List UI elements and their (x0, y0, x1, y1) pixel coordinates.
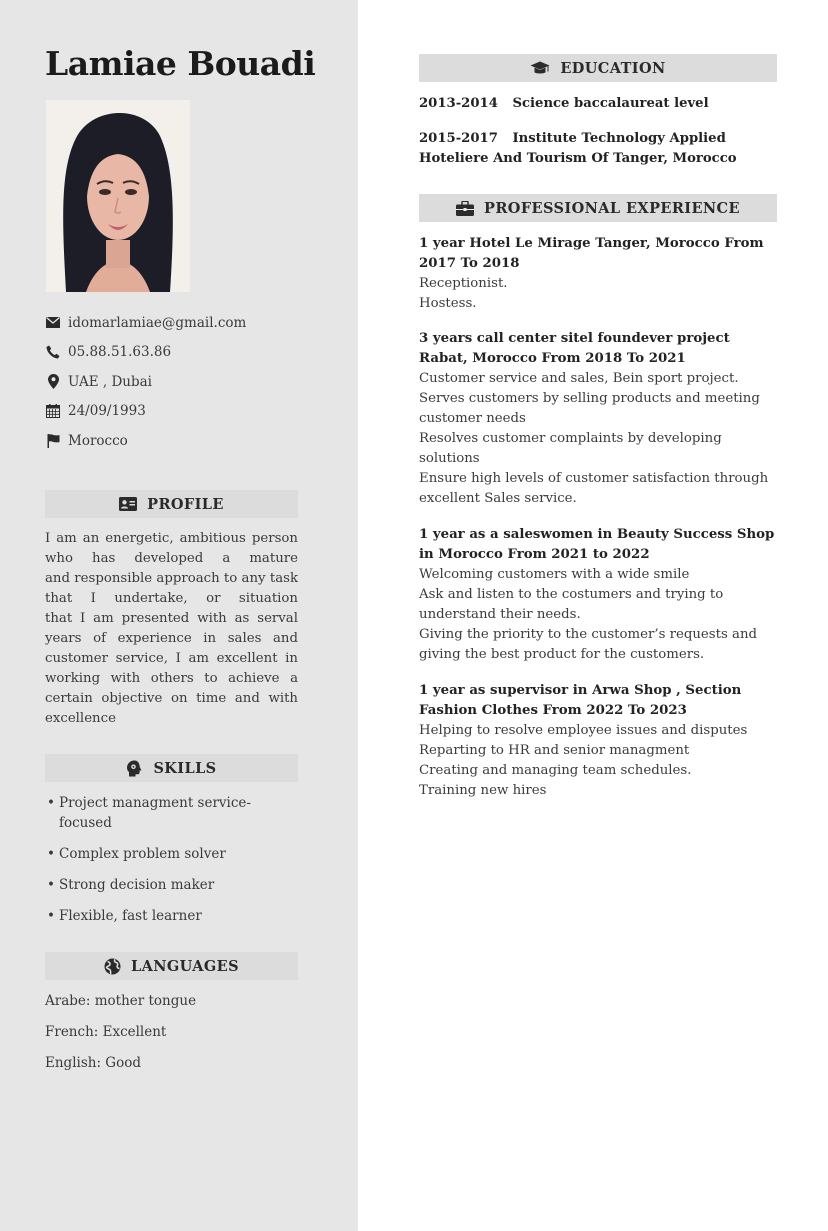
bullet-icon: • (47, 795, 55, 811)
contact-nationality (45, 426, 246, 456)
briefcase-icon (456, 201, 474, 216)
education-item (419, 129, 777, 169)
list-item (45, 875, 298, 895)
job-line: Hostess. (419, 296, 477, 311)
job-title: 1 year Hotel Le Mirage Tanger, Morocco From 2017 To 2018 (419, 236, 764, 271)
contact-email-text: idomarlamiae@gmail.com (68, 314, 247, 331)
list-item (45, 844, 298, 864)
globe-icon (104, 958, 121, 975)
contact-phone-text: 05.88.51.63.86 (68, 344, 172, 361)
bullet-icon: • (47, 846, 55, 862)
skill-text: Project managment service-focused (59, 795, 251, 831)
job-line: Welcoming customers with a wide smile (419, 567, 690, 582)
brain-head-icon (126, 760, 143, 777)
contact-birthdate-text: 24/09/1993 (68, 403, 146, 420)
experience-item (419, 681, 777, 801)
profile-photo (46, 100, 190, 292)
job-title: 1 year as a saleswomen in Beauty Success Shop in Morocco From 2021 to 2022 (419, 527, 775, 562)
contact-birthdate (45, 397, 246, 427)
job-line: Ensure high levels of customer satisfaction through excellent Sales service. (419, 471, 769, 506)
skill-text: Strong decision maker (59, 877, 215, 893)
job-line: Training new hires (419, 783, 547, 798)
job-line: Serves customers by selling products and meeting customer needs (419, 391, 760, 426)
flag-icon (45, 433, 61, 449)
job-line: Creating and managing team schedules. (419, 763, 692, 778)
location-pin-icon (45, 374, 61, 390)
profile-summary (45, 529, 298, 729)
education-title: Science baccalaureat level (512, 96, 709, 111)
job-line: Reparting to HR and senior managment (419, 743, 690, 758)
languages-heading (45, 952, 298, 980)
experience-item (419, 525, 777, 665)
skill-text: Complex problem solver (59, 846, 226, 862)
job-line: Resolves customer complaints by developing solutions (419, 431, 722, 466)
education-item (419, 94, 777, 114)
skills-list (45, 793, 298, 937)
contact-phone[interactable] (45, 338, 246, 368)
experience-item (419, 234, 777, 314)
list-item: Arabe: mother tongue (45, 993, 197, 1009)
job-line: Helping to resolve employee issues and disputes (419, 723, 748, 738)
person-name: Lamiae Bouadi (45, 44, 316, 83)
job-title: 3 years call center sitel foundever project Rabat, Morocco From 2018 To 2021 (419, 331, 730, 366)
contact-email[interactable] (45, 308, 246, 338)
bullet-icon: • (47, 908, 55, 924)
list-item: French: Excellent (45, 1024, 167, 1040)
experience-heading (419, 194, 777, 222)
languages-list (45, 991, 196, 1084)
education-heading (419, 54, 777, 82)
skills-heading (45, 754, 298, 782)
job-title: 1 year as supervisor in Arwa Shop , Section Fashion Clothes From 2022 To 2023 (419, 683, 742, 718)
skill-text: Flexible, fast learner (59, 908, 202, 924)
profile-line: and responsible approach to any task that I undertake, or situation (45, 571, 298, 606)
contact-list (45, 308, 246, 456)
envelope-icon (45, 315, 61, 331)
education-title: Institute Technology Applied Hoteliere And Tourism Of Tanger, Morocco (419, 131, 737, 166)
contact-location-text: UAE , Dubai (68, 373, 152, 390)
list-item (45, 793, 298, 833)
profile-line: I am an energetic, ambitious person who has developed a mature (45, 531, 298, 566)
education-years: 2013-2014 (419, 96, 498, 111)
skills-heading-text: SKILLS (153, 759, 217, 777)
bullet-icon: • (47, 877, 55, 893)
profile-line: that I am presented with as serval years of experience in sales and customer service, I am excellent in working with others to achieve a certain objective on time and with excellence (45, 611, 298, 726)
profile-heading (45, 490, 298, 518)
graduation-cap-icon (530, 61, 550, 76)
experience-item (419, 329, 777, 509)
list-item (45, 906, 298, 926)
job-line: Giving the priority to the customer’s requests and giving the best product for the customers. (419, 627, 758, 662)
job-line: Receptionist. (419, 276, 508, 291)
education-heading-text: EDUCATION (560, 59, 666, 77)
contact-nationality-text: Morocco (68, 432, 128, 449)
profile-heading-text: PROFILE (147, 495, 224, 513)
contact-location (45, 367, 246, 397)
languages-heading-text: LANGUAGES (130, 957, 240, 975)
job-line: Ask and listen to the costumers and trying to understand their needs. (419, 587, 724, 622)
experience-heading-text: PROFESSIONAL EXPERIENCE (484, 199, 740, 217)
education-years: 2015-2017 (419, 131, 498, 146)
id-card-icon (119, 497, 137, 511)
calendar-icon (45, 403, 61, 419)
phone-icon (45, 344, 61, 360)
list-item: English: Good (45, 1055, 141, 1071)
job-line: Customer service and sales, Bein sport project. (419, 371, 739, 386)
